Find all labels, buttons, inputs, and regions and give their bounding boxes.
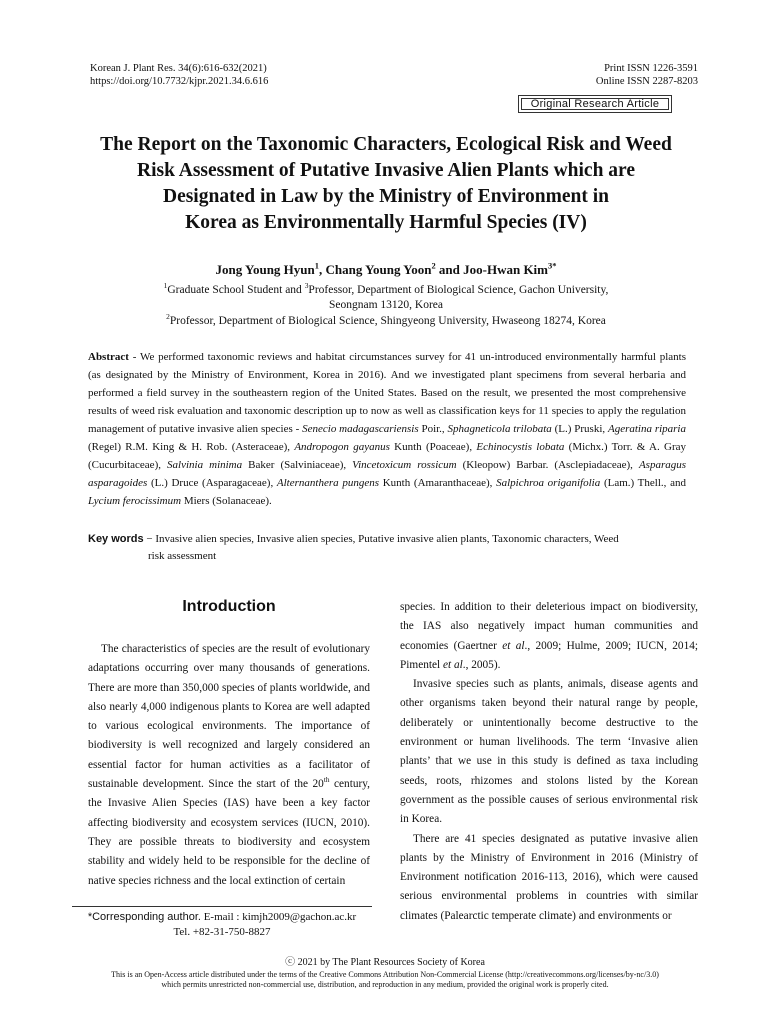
author-3-affil: 3* <box>548 260 557 271</box>
affil-text: Graduate School Student and <box>167 284 305 296</box>
affil-text: Professor, Department of Biological Science, Shingyeong University, Hwaseong 18274, Korea <box>169 315 606 327</box>
author-2-affil: 2 <box>431 260 436 271</box>
journal-volume: Korean J. Plant Res. 34(6):616-632(2021) <box>90 63 267 74</box>
affiliation-1 <box>120 283 652 313</box>
license-notice <box>60 970 710 990</box>
keywords-line-2: risk assessment <box>148 550 217 562</box>
article-type-label: Original Research Article <box>521 98 669 110</box>
copyright-notice: ⓒ 2021 by The Plant Resources Society of Korea <box>285 957 485 968</box>
paragraph: The characteristics of species are the result of evolutionary adaptations occurring over many thousands of generations. There are more than 350,000 species of plants worldwide, and also nearly 4,000 indigenous plants to Korea are well adapted to various ecological environments. The importance of biodiversity is well recognized and largely considered an essential factor for human activities as a facilitator of sustainable development. Since the start of the 20th century, the Invasive Alien Species (IAS) have been a key factor affecting biodiversity and ecosystem services (IUCN, 2010). They are possible threats to biodiversity and ecosystem stability and widely held to be responsible for the decline of native species richness and the local extinction of certain <box>88 643 370 887</box>
keywords-line-1: Invasive alien species, Invasive alien species, Putative invasive alien plants, Taxonomic characters, Weed <box>155 533 619 545</box>
paper-title <box>80 132 692 236</box>
print-issn: Print ISSN 1226-3591 <box>604 63 698 74</box>
body-column-right <box>400 598 698 926</box>
species-name: Vincetoxicum rossicum <box>352 459 457 471</box>
species-name: Ageratina riparia <box>607 423 686 435</box>
author-email[interactable]: E-mail : kimjh2009@gachon.ac.kr <box>200 911 357 923</box>
affil-text: Professor, Department of Biological Science, Gachon University, <box>308 284 609 296</box>
keywords <box>88 531 686 565</box>
affil-marker: 2 <box>166 312 170 322</box>
author-list <box>80 262 692 278</box>
footnote-label: *Corresponding author. <box>87 911 201 923</box>
title-line-1: The Report on the Taxonomic Characters, Ecological Risk and Weed <box>100 134 672 155</box>
title-line-2: Risk Assessment of Putative Invasive Alien Plants which are <box>137 160 635 181</box>
abstract: Abstract - We performed taxonomic reviews and habitat circumstances survey for 41 un-introduced environmentally harmful plants (as designated by the Ministry of Environment, Korea in 2016). And we investigated plant specimens from several herbaria and performed a field survey in the southeastern region of the United States. Based on the result, we presented the most comprehensive results of weed risk evaluation and taxonomic description up to now as well as classification keys for 11 species to apply the regulation management of putative invasive alien species - Senecio madagascariensis Poir., Sphagneticola trilobata (L.) Pruski, Ageratina riparia (Regel) R.M. King & H. Rob. (Asteraceae), Andropogon gayanus Kunth (Poaceae), Echinocystis lobata (Michx.) Torr. & A. Gray (Cucurbitaceae), Salvinia minima Baker (Salviniaceae), Vincetoxicum rossicum (Kleopow) Barbar. (Asclepiadaceae), Asparagus asparagoides (L.) Druce (Asparagaceae), Alternanthera pungens Kunth (Amaranthaceae), Salpichroa origanifolia (Lam.) Thell., and Lycium ferocissimum Miers (Solanaceae). <box>88 351 687 507</box>
author-1-affil: 1 <box>314 260 319 271</box>
species-name: Andropogon gayanus <box>294 441 390 453</box>
affil-marker: 1 <box>163 281 168 291</box>
license-line-1: This is an Open-Access article distributed under the terms of the Creative Commons Attribution Non-Commercial License (http://creativecommons.org/licenses/by-nc/3.0) <box>111 970 659 979</box>
title-line-4: Korea as Environmentally Harmful Species (IV) <box>185 212 587 233</box>
affil-address: Seongnam 13120, Korea <box>328 299 444 311</box>
species-name: Senecio madagascariensis <box>302 423 419 435</box>
species-name: Echinocystis lobata <box>476 441 565 453</box>
affiliation-2 <box>120 314 652 329</box>
author-phone: Tel. +82-31-750-8827 <box>173 926 271 938</box>
species-name: Salvinia minima <box>167 459 243 471</box>
species-name: Alternanthera pungens <box>276 477 379 489</box>
journal-citation <box>90 62 268 88</box>
species-name: Lycium ferocissimum <box>88 495 182 507</box>
author-separator: , <box>318 262 326 277</box>
title-line-3: Designated in Law by the Ministry of Environment in <box>162 186 609 207</box>
author-3: Joo-Hwan Kim <box>463 262 549 277</box>
keywords-dash: − <box>143 533 156 545</box>
author-1: Jong Young Hyun <box>215 262 315 277</box>
species-name: Sphagneticola trilobata <box>447 423 552 435</box>
paragraph: Invasive species such as plants, animals, disease agents and other organisms taken beyond their natural range by people, deliberately or unintentionally become destructive to the environment or human livelihoods. The term ‘Invasive alien plants’ that we use in this study is defined as taxa including seeds, roots, rhizomes and stolons listed by the Korean government as the possible causes of serious environmental risk in Korea. <box>400 678 698 826</box>
body-column-left <box>88 640 370 891</box>
author-2: Chang Young Yoon <box>325 262 432 277</box>
issn-block <box>596 62 698 88</box>
license-line-2: which permits unrestricted non-commercial use, distribution, and reproduction in any medium, provided the original work is properly cited. <box>161 980 609 989</box>
species-name: Asparagus asparagoides <box>88 459 686 489</box>
article-type-badge <box>518 95 672 113</box>
paragraph: species. In addition to their deleterious impact on biodiversity, the IAS also negatively impact human communities and economies (Gaertner et al., 2009; Hulme, 2009; IUCN, 2014; Pimentel et al., 2005). <box>400 601 699 671</box>
abstract-label: Abstract <box>88 351 129 363</box>
corresponding-author-footnote <box>72 910 372 940</box>
affil-marker: 3 <box>304 281 309 291</box>
author-separator: and <box>435 262 464 277</box>
species-name: Salpichroa origanifolia <box>496 477 601 489</box>
doi-link[interactable]: https://doi.org/10.7732/kjpr.2021.34.6.616 <box>90 76 269 87</box>
keywords-label: Key words <box>88 533 144 545</box>
online-issn: Online ISSN 2287-8203 <box>595 76 698 87</box>
paragraph: There are 41 species designated as putative invasive alien plants by the Ministry of Environment in 2016 (Ministry of Environment notification 2016-113, 2016), which were caused serious environmental problems in countries with similar climates (Palearctic temperate climate) and environments or <box>400 832 698 922</box>
footnote-divider <box>72 906 372 907</box>
section-heading-introduction: Introduction <box>182 598 276 615</box>
